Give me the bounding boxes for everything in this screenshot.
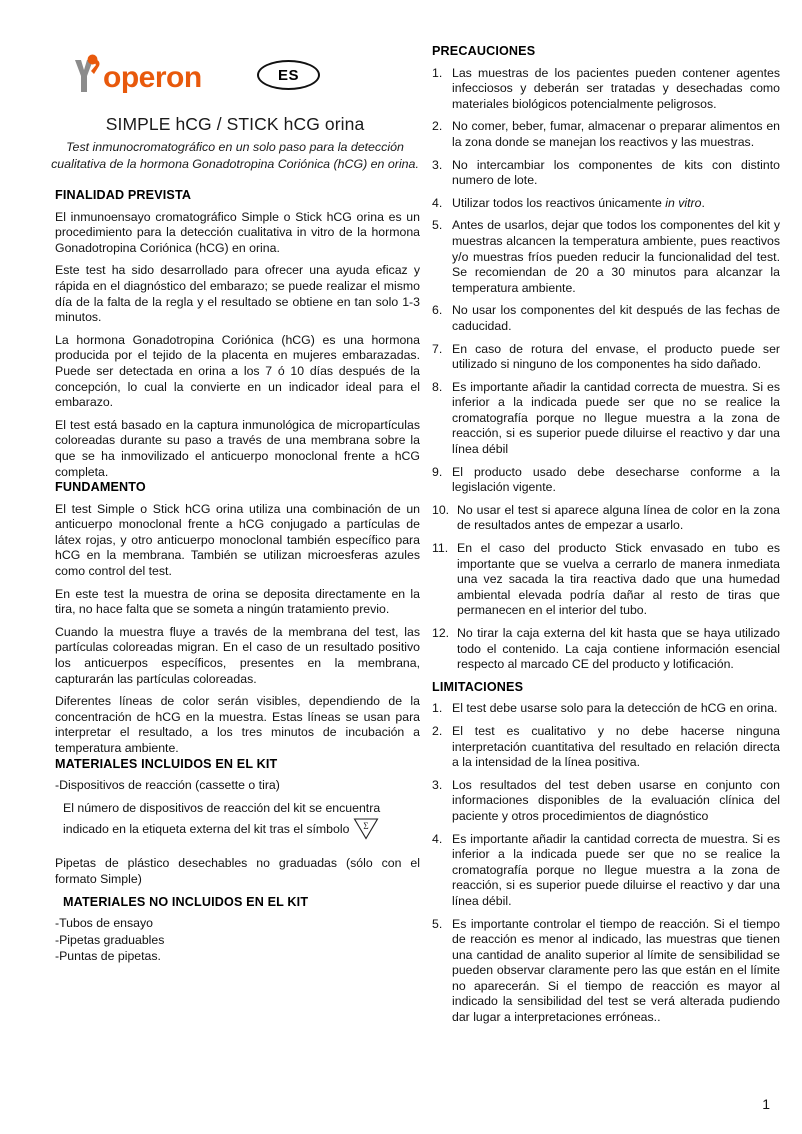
list-item (432, 465, 780, 496)
list-text: Los resultados del test deben usarse en conjunto con informaciones disponibles de la evaluación clínica del paciente y otros procedimientos de diagnóstico (452, 777, 780, 823)
italic-term: in vitro (665, 195, 702, 210)
list-text: No usar el test si aparece alguna línea de color en la zona de resultados antes de empezar a usarlo. (457, 502, 780, 533)
section-heading-finalidad: FINALIDAD PREVISTA (55, 188, 192, 202)
section-heading-fundamento: FUNDAMENTO (55, 480, 146, 495)
list-text: Utilizar todos los reactivos únicamente in vitro. (452, 195, 705, 210)
paragraph: El inmunoensayo cromatográfico Simple o Stick hCG orina es un procedimiento para la detección cualitativa in vitro de la hormona Gonadotropina Coriónica (hCG) en orina. (55, 209, 420, 255)
list-text: Es importante añadir la cantidad correcta de muestra. Si es inferior a la indicada puede ser que no se realice la cromatografía porque no llegue muestra a la zona de reacción, si es superior puede diluirse el reactivo y dar una línea débil (452, 379, 780, 457)
list-number: 2. (432, 723, 443, 738)
svg-text:operon: operon (103, 61, 202, 94)
list-item (432, 626, 780, 673)
materiales-no-incluidos-list (55, 916, 420, 965)
paragraph: El test está basado en la captura inmunológica de micropartículas coloreadas durante su paso a través de una membrana sobre la que se ha inmovilizado el anticuerpo monoclonal frente a hCG completa. (55, 417, 420, 479)
document-header (55, 48, 415, 106)
left-column (55, 188, 420, 966)
list-item: -Tubos de ensayo (55, 916, 153, 931)
limitaciones-list (432, 701, 780, 1025)
list-number: 3. (432, 777, 443, 792)
list-item (432, 342, 780, 373)
page-subtitle: Test inmunocromatográfico en un solo paso para la detección cualitativa de la hormona Gonadotropina Coriónica (hCG) en orina. (51, 140, 419, 171)
list-number: 6. (432, 303, 443, 318)
svg-text:Σ: Σ (363, 821, 370, 832)
list-number: 1. (432, 701, 443, 716)
list-number: 4. (432, 831, 443, 846)
list-number: 2. (432, 119, 443, 134)
list-item (432, 218, 780, 296)
section-heading-precauciones: PRECAUCIONES (432, 44, 536, 58)
list-item (432, 724, 780, 771)
list-text: El test debe usarse solo para la detección de hCG en orina. (452, 701, 778, 716)
paragraph: El test Simple o Stick hCG orina utiliza una combinación de un anticuerpo monoclonal frente a hCG conjugado a partículas de látex rojas, y otro anticuerpo monoclonal también específico para hCG en la membrana. También se utilizan microesferas azules como control del test. (55, 501, 420, 579)
paragraph: Este test ha sido desarrollado para ofrecer una ayuda eficaz y rápida en el diagnóstico del embarazo; se puede realizar el mismo día de la falta de la regla y el resultado se obtiene en tan solo 1-3 minutos. (55, 263, 420, 325)
list-number: 1. (432, 65, 443, 80)
list-item (432, 303, 780, 334)
list-number: 5. (432, 916, 443, 931)
precauciones-list (432, 66, 780, 673)
list-item (432, 917, 780, 1026)
list-text: No intercambiar los componentes de kits con distinto numero de lote. (452, 157, 780, 188)
list-item (432, 701, 780, 717)
list-item (432, 380, 780, 458)
list-item (432, 66, 780, 113)
page-title: SIMPLE hCG / STICK hCG orina (105, 114, 365, 134)
paragraph: Diferentes líneas de color serán visibles, dependiendo de la concentración de hCG en la muestra. Estas líneas se usan para interpretar el resultado, a los tres minutos de incubación a temperatura ambiente. (55, 694, 420, 755)
paragraph: Cuando la muestra fluye a través de la membrana del test, las partículas coloreadas migran. En el caso de un resultado positivo los anticuerpos específicos, presentes en la membrana, capturarán las partículas coloreadas. (55, 624, 420, 686)
list-item: -Pipetas graduables (55, 932, 165, 947)
paragraph: Pipetas de plástico desechables no graduadas (sólo con el formato Simple) (55, 856, 420, 886)
list-text: Es importante controlar el tiempo de reacción. Si el tiempo de reacción es menor al indicado, las muestras que tienen una cantidad de analito superior al límite de sensibilidad se pueden observar claramente pero las que están en el límite no aparecerán. Si el tiempo de reacción es mayor al indicado la sensibilidad del test se verá alterada pudiendo dar lugar a interpretaciones erróneas.. (452, 916, 780, 1025)
list-text: No tirar la caja externa del kit hasta que se haya utilizado todo el contenido. La caja contiene información esencial respecto al marcado CE del producto y lotificación. (457, 626, 780, 672)
list-item (432, 503, 780, 534)
list-text: Las muestras de los pacientes pueden contener agentes infecciosos y deberán ser tratadas y desechadas como materiales biológicos potencialmente peligrosos. (452, 65, 780, 111)
sigma-in-triangle-icon (353, 817, 379, 840)
list-number: 4. (432, 195, 443, 210)
list-number: 8. (432, 379, 443, 394)
right-column (432, 44, 780, 1033)
section-heading-materiales-no-incluidos: MATERIALES NO INCLUIDOS EN EL KIT (63, 894, 309, 909)
list-number: 3. (432, 157, 443, 172)
list-text: No comer, beber, fumar, almacenar o preparar alimentos en la zona donde se manejan los reactivos y las muestras. (452, 119, 780, 149)
section-heading-limitaciones: LIMITACIONES (432, 679, 524, 694)
list-number: 11. (432, 541, 449, 556)
list-item: -Puntas de pipetas. (55, 949, 161, 964)
paragraph: La hormona Gonadotropina Coriónica (hCG) es una hormona producida por el tejido de la placenta en mujeres embarazadas. Puede ser detectada en orina a los 7 ó 10 días después de la concepción, lo cual la convierte en un indicador ideal para el embarazo. (55, 332, 420, 410)
list-item (432, 158, 780, 189)
list-item (432, 119, 780, 150)
list-text: El test es cualitativo y no debe hacerse ninguna interpretación cuantitativa del resultado en relación directa a la intensidad de la línea positiva. (452, 723, 780, 770)
list-item: -Dispositivos de reacción (cassette o tira) (55, 778, 280, 793)
symbol-note-line-1: El número de dispositivos de reacción del kit se encuentra (63, 800, 381, 815)
list-item (432, 778, 780, 825)
section-heading-materiales-incluidos: MATERIALES INCLUIDOS EN EL KIT (55, 756, 278, 771)
list-number: 12. (432, 626, 450, 640)
list-number: 5. (432, 218, 443, 233)
symbol-note-line-2 (55, 817, 420, 840)
list-number: 9. (432, 464, 443, 479)
language-badge: ES (257, 60, 320, 90)
list-text: En el caso del producto Stick envasado en tubo es importante que se vuelva a cerrarlo de manera inmediata una vez sacada la tira reactiva dado que una humedad ambiental elevada podría dañar al resto de tiras que permanecen en el interior del tubo. (457, 541, 780, 618)
list-text: No usar los componentes del kit después de las fechas de caducidad. (452, 303, 780, 333)
list-item (432, 541, 780, 619)
list-text: Antes de usarlos, dejar que todos los componentes del kit y muestras alcancen la temperatura ambiente, pues reactivos y/o muestras fríos pueden reducir la funcionalidad del test. Se recomiendan de 20 a 30 minutos para alcanzar la temperatura ambiente. (452, 218, 780, 295)
list-text: El producto usado debe desecharse conforme a la legislación vigente. (452, 464, 780, 495)
page-number: 1 (762, 1096, 770, 1112)
paragraph: En este test la muestra de orina se deposita directamente en la tira, no hace falta que se someta a ningún tratamiento previo. (55, 586, 420, 617)
list-number: 7. (432, 341, 443, 356)
operon-logo (67, 54, 247, 98)
list-item (432, 832, 780, 910)
list-text: Es importante añadir la cantidad correcta de muestra. Si es inferior a la indicada puede ser que no se realice la cromatografía porque no llegue muestra a la zona de reacción, si es superior puede diluirse el reactivo y dar una línea débil. (452, 831, 780, 908)
list-item (432, 196, 780, 212)
symbol-note-text: indicado en la etiqueta externa del kit tras el símbolo (63, 822, 350, 837)
list-number: 10. (432, 502, 450, 517)
list-text: En caso de rotura del envase, el producto puede ser utilizado si ninguno de los componentes ha sido dañado. (452, 341, 780, 372)
